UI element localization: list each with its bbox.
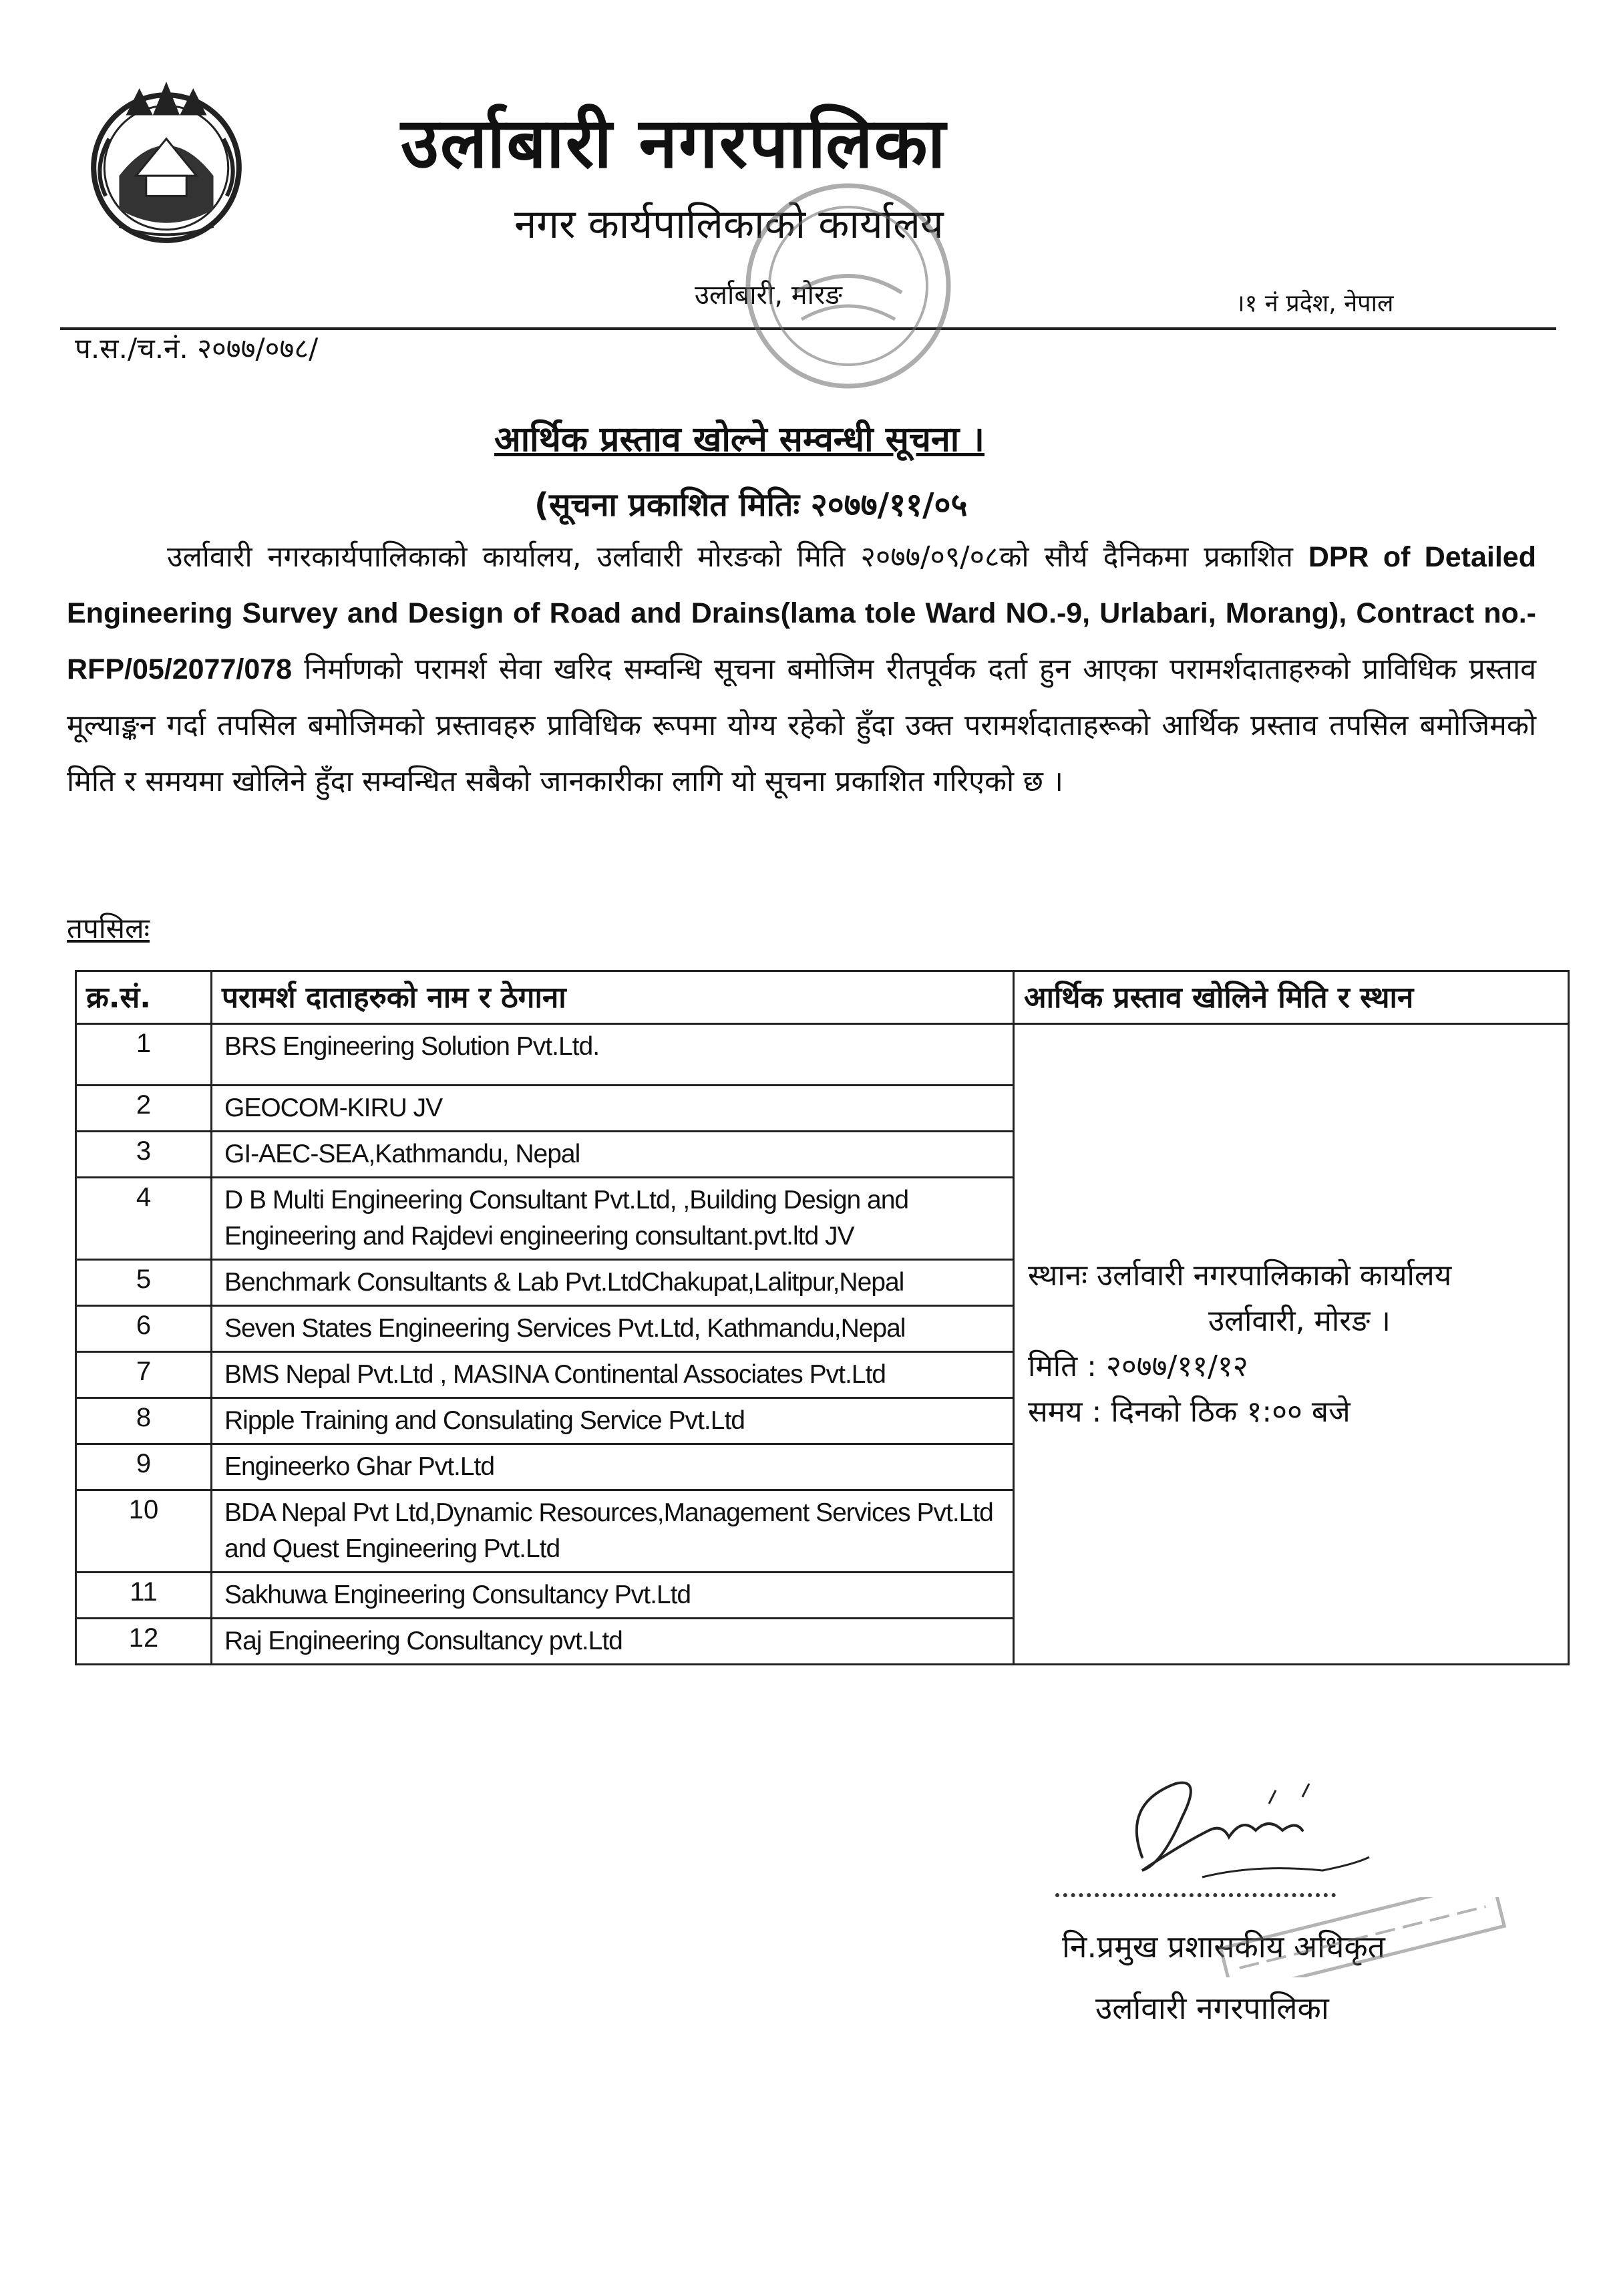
consultant-name: Ripple Training and Consulating Service Pvt.Ltd [212, 1398, 1014, 1444]
serial-no: 4 [76, 1178, 212, 1260]
consultant-name: Benchmark Consultants & Lab Pvt.LtdChakupat,Lalitpur,Nepal [212, 1260, 1014, 1306]
designation-stamp [1196, 1897, 1530, 1977]
notice-title: आर्थिक प्रस्ताव खोल्ने सम्वन्धी सूचना । [494, 420, 985, 460]
venue-time: समय : दिनको ठिक १:०० बजे [1028, 1395, 1351, 1429]
header-opening-venue: आर्थिक प्रस्ताव खोलिने मिति र स्थान [1014, 971, 1569, 1024]
consultant-name: BMS Nepal Pvt.Ltd , MASINA Continental Associates Pvt.Ltd [212, 1352, 1014, 1398]
table-row [76, 1024, 1569, 1086]
consultant-name: BRS Engineering Solution Pvt.Ltd. [212, 1024, 1014, 1086]
venue-place-address: उर्लावारी, मोरङ । [1208, 1304, 1391, 1338]
serial-no: 10 [76, 1490, 212, 1573]
consultant-name: GI-AEC-SEA,Kathmandu, Nepal [212, 1132, 1014, 1178]
notice-body [67, 529, 1536, 810]
header-consultant-name: परामर्श दाताहरुको नाम र ठेगाना [212, 971, 1014, 1024]
office-address: उर्लाबारी, मोरङ [695, 280, 842, 311]
consultant-name: Seven States Engineering Services Pvt.Ltd, Kathmandu,Nepal [212, 1306, 1014, 1352]
consultant-table [75, 970, 1570, 1665]
serial-no: 3 [76, 1132, 212, 1178]
serial-no: 12 [76, 1619, 212, 1665]
office-name-heading: उर्लाबारी नगरपालिका [401, 102, 947, 184]
province-label: ।१ नं प्रदेश, नेपाल [1236, 290, 1394, 317]
signatory-organization: उर्लावारी नगरपालिका [1095, 1990, 1329, 2026]
consultant-name: D B Multi Engineering Consultant Pvt.Ltd, ,Building Design and Engineering and Rajdevi engineering consultant.pvt.ltd JV [212, 1178, 1014, 1260]
serial-no: 2 [76, 1086, 212, 1132]
details-label: तपसिलः [67, 912, 150, 945]
project-title: DPR of Detailed Engineering Survey and Design of Road and Drains(lama tole Ward NO.-9, Urlabari, Morang), Contract no.- RFP/05/2077/078 [67, 541, 1536, 685]
signatory-designation: नि.प्रमुख प्रशासकीय अधिकृत [1062, 1929, 1385, 1965]
table-header-row [76, 971, 1569, 1024]
consultant-name: Engineerko Ghar Pvt.Ltd [212, 1444, 1014, 1490]
serial-no: 1 [76, 1024, 212, 1086]
consultant-name: Raj Engineering Consultancy pvt.Ltd [212, 1619, 1014, 1665]
consultant-name: GEOCOM-KIRU JV [212, 1086, 1014, 1132]
handwritten-signature [1102, 1764, 1396, 1891]
venue-place: स्थानः उर्लावारी नगरपालिकाको कार्यालय [1028, 1259, 1452, 1293]
notice-body-part1: उर्लावारी नगरकार्यपालिकाको कार्यालय, उर्लावारी मोरङको मिति २०७७/०९/०८को सौर्य दैनिकमा प्रकाशित [167, 540, 1308, 574]
serial-no: 11 [76, 1573, 212, 1619]
office-seal-stamp [715, 159, 982, 413]
reference-number: प.स./च.नं. २०७७/०७८/ [75, 332, 319, 365]
serial-no: 5 [76, 1260, 212, 1306]
consultant-name: Sakhuwa Engineering Consultancy Pvt.Ltd [212, 1573, 1014, 1619]
venue-date: मिति : २०७७/११/१२ [1028, 1349, 1248, 1383]
header-serial-no: क्र.सं. [76, 971, 212, 1024]
consultant-name: BDA Nepal Pvt Ltd,Dynamic Resources,Management Services Pvt.Ltd and Quest Engineering Pvt.Ltd [212, 1490, 1014, 1573]
opening-venue-cell [1014, 1024, 1569, 1665]
notice-published-date: (सूचना प्रकाशित मितिः २०७७/११/०५ [534, 486, 968, 524]
serial-no: 9 [76, 1444, 212, 1490]
serial-no: 7 [76, 1352, 212, 1398]
serial-no: 8 [76, 1398, 212, 1444]
serial-no: 6 [76, 1306, 212, 1352]
nepal-emblem-logo [79, 75, 254, 250]
office-sub-title: नगर कार्यपालिकाको कार्यालय [514, 201, 944, 248]
notice-body-part2: निर्माणको परामर्श सेवा खरिद सम्वन्धि सूचना बमोजिम रीतपूर्वक दर्ता हुन आएका परामर्शदाताहरुको प्राविधिक प्रस्ताव मूल्याङ्कन गर्दा तपसिल बमोजिमको प्रस्तावहरु प्राविधिक रूपमा योग्य रहेको हुँदा उक्त परामर्शदाताहरूको आर्थिक प्रस्ताव तपसिल बमोजिमको मिति र समयमा खोलिने हुँदा सम्वन्धित सबैको जानकारीका लागि यो सूचना प्रकाशित गरिएको छ । [67, 653, 1536, 798]
